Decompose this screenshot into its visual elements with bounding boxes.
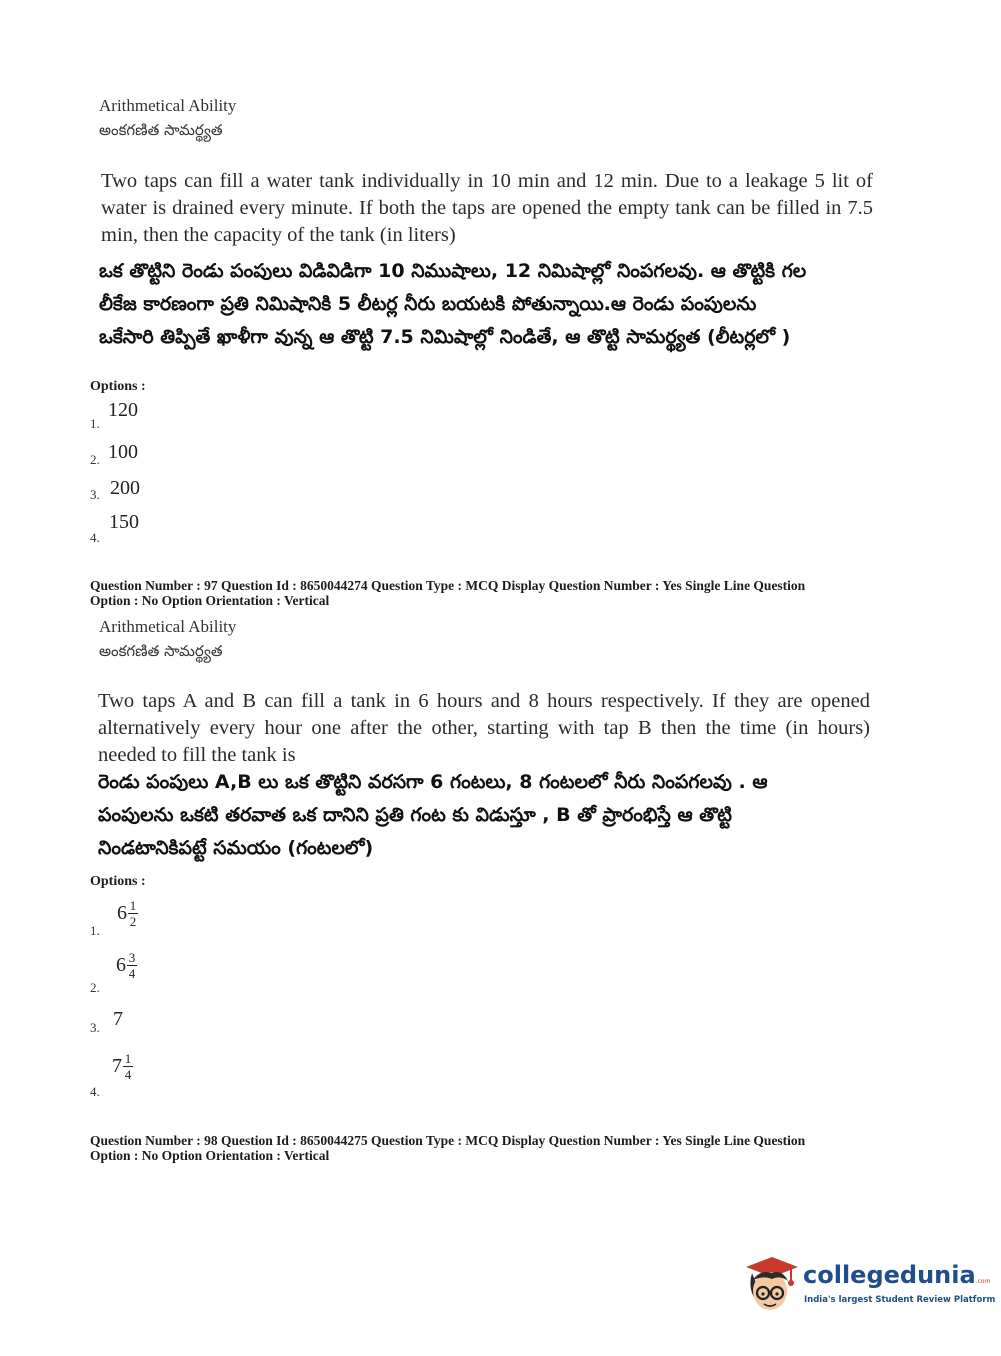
question-text-english: Two taps can fill a water tank individually in 10 min and 12 min. Due to a leakage 5 lit of water is drained every minute. If both the taps are opened the empty tank can be filled in 7.5 min, then the capacity of the tank (in liters) xyxy=(101,170,873,246)
telugu-line: రెండు పంపులు A,B లు ఒక తొట్టిని వరసగా 6 గంటలు, 8 గంటలలో నీరు నింపగలవు . ఆ xyxy=(98,771,768,793)
option-number: 4. xyxy=(90,1084,100,1099)
section-title: Arithmetical Ability xyxy=(99,617,237,636)
fraction-numerator: 3 xyxy=(128,950,136,965)
option-number: 2. xyxy=(90,452,100,467)
fraction-whole: 6 xyxy=(116,954,126,976)
option-value: 120 xyxy=(108,399,138,421)
section-title-telugu: అంకగణిత సామర్థ్యత xyxy=(99,642,223,660)
fraction-part xyxy=(127,951,137,980)
section-title-telugu: అంకగణిత సామర్థ్యత xyxy=(99,121,223,139)
question-meta xyxy=(90,578,890,608)
meta-line: Question Number : 98 Question Id : 8650044275 Question Type : MCQ Display Question Number : Yes Single Line Question xyxy=(90,1133,806,1148)
fraction-part xyxy=(123,1052,133,1081)
telugu-line: ఒకేసారి తిప్పితే ఖాళీగా వున్న ఆ తొట్టి 7.5 నిమిషాల్లో నిండితే, ఆ తొట్టి సామర్థ్యత (లీటర్లలో ) xyxy=(99,326,791,348)
telugu-line: నిండటానికిపట్టే సమయం (గంటలలో) xyxy=(98,837,374,859)
collegedunia-logo xyxy=(742,1253,996,1321)
meta-line: Option : No Option Orientation : Vertical xyxy=(90,1148,330,1163)
option-value: 200 xyxy=(110,477,140,499)
option-number: 4. xyxy=(90,530,100,545)
logo-tagline: India's largest Student Review Platform xyxy=(804,1295,996,1305)
fraction-numerator: 1 xyxy=(124,1051,132,1066)
logo-wordmark xyxy=(803,1261,990,1289)
meta-line: Option : No Option Orientation : Vertical xyxy=(90,593,330,608)
option-number: 3. xyxy=(90,487,100,502)
fraction-part xyxy=(128,899,138,928)
question-text-english: Two taps A and B can fill a tank in 6 hours and 8 hours respectively. If they are opened alternatively every hour one after the other, starting with tap B then the time (in hours) needed to fill the tank is xyxy=(98,690,870,766)
options-label: Options : xyxy=(90,874,146,889)
meta-line: Question Number : 97 Question Id : 8650044274 Question Type : MCQ Display Question Number : Yes Single Line Question xyxy=(90,578,806,593)
logo-name: collegedunia xyxy=(803,1261,976,1289)
option-fraction xyxy=(112,1052,133,1081)
option-number: 1. xyxy=(90,923,100,938)
option-number: 3. xyxy=(90,1020,100,1035)
question-text-telugu xyxy=(99,255,889,354)
option-fraction xyxy=(116,951,137,980)
fraction-denominator: 4 xyxy=(124,1067,132,1082)
section-title: Arithmetical Ability xyxy=(99,96,237,115)
fraction-denominator: 4 xyxy=(128,966,136,981)
fraction-numerator: 1 xyxy=(129,898,137,913)
option-number: 1. xyxy=(90,416,100,431)
mascot-icon xyxy=(742,1253,802,1315)
option-number: 2. xyxy=(90,980,100,995)
fraction-whole: 6 xyxy=(117,902,127,924)
option-value: 100 xyxy=(108,441,138,463)
question-meta xyxy=(90,1133,890,1163)
fraction-denominator: 2 xyxy=(129,914,137,929)
option-value: 7 xyxy=(113,1008,123,1030)
option-value: 150 xyxy=(109,511,139,533)
options-label: Options : xyxy=(90,379,146,394)
telugu-line: లీకేజ కారణంగా ప్రతి నిమిషానికి 5 లీటర్ల నీరు బయటకి పోతున్నాయి.ఆ రెండు పంపులను xyxy=(99,293,757,315)
telugu-line: పంపులను ఒకటి తరవాత ఒక దానిని ప్రతి గంట కు విడుస్తూ , B తో ప్రారంభిస్తే ఆ తొట్టి xyxy=(98,804,732,826)
logo-domain: .com xyxy=(975,1278,991,1285)
fraction-whole: 7 xyxy=(112,1055,122,1077)
question-text-telugu xyxy=(98,766,888,865)
option-fraction xyxy=(117,899,138,928)
telugu-line: ఒక తొట్టిని రెండు పంపులు విడివిడిగా 10 నిముషాలు, 12 నిమిషాల్లో నింపగలవు. ఆ తొట్టికి గల xyxy=(99,260,807,282)
